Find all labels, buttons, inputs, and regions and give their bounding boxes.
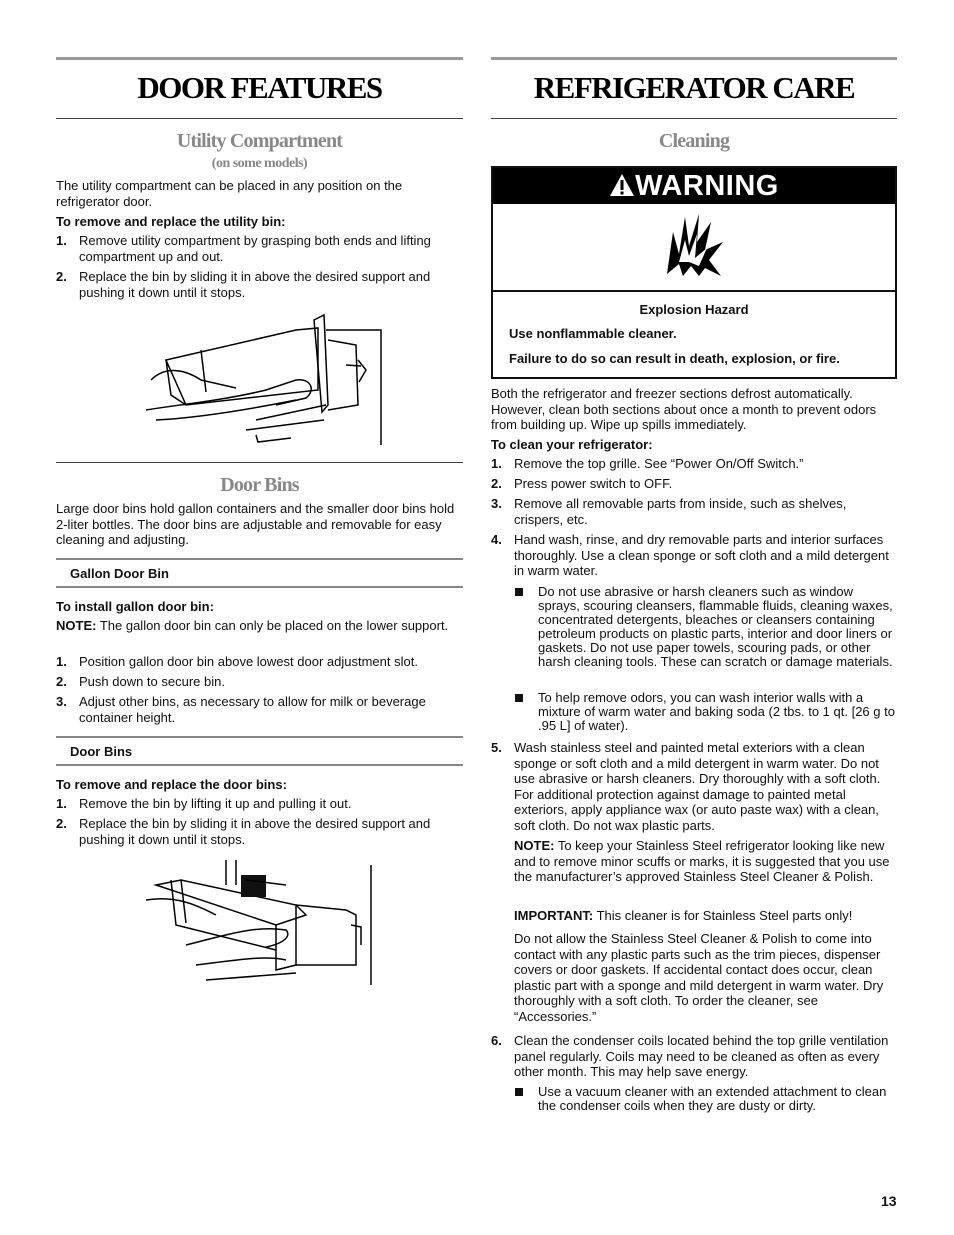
gallon-door-bin-box [56, 558, 463, 588]
utility-intro: The utility compartment can be placed in any position on the refrigerator door. [56, 178, 403, 209]
note-label: NOTE: [514, 838, 555, 853]
step-number: 2. [56, 816, 67, 831]
cleaning-instr-heading: To clean your refrigerator: [491, 437, 653, 452]
bullet-square [515, 694, 523, 702]
utility-compartment-note: (on some models) [211, 156, 308, 171]
box-rule-top [56, 558, 463, 560]
arrow-block [241, 875, 266, 897]
step-text: Remove utility compartment by grasping both ends and lifting compartment up and out. [79, 233, 431, 264]
door-bins-step [56, 816, 463, 847]
bullet-text: Do not use abrasive or harsh cleaners such as window sprays, scouring cleansers, flammable fluids, cleaning waxes, concentrated detergents, bleaches or cleansers containing petroleum products on plastic parts, interior and door liners or gaskets. Do not use paper towels, scouring pads, or other harsh cleaning tools. These can scratch or damage materials. [538, 584, 893, 669]
door-features-title: DOOR FEATURES [137, 70, 382, 105]
stainless-contact-paragraph: Do not allow the Stainless Steel Cleaner & Polish to come into contact with any plastic parts such as the trim pieces, dispenser covers or door gaskets. If accidental contact does occur, clean plastic part with a sponge and mild detergent in warm water. Dry thoroughly with a soft cloth. To order the cleaner, see “Accessories.” [514, 931, 884, 1024]
step-text: Replace the bin by sliding it in above the desired support and pushing it down until it stops. [79, 269, 431, 300]
cleaning-step [491, 1033, 897, 1080]
cleaning-step [491, 456, 897, 472]
step-text: Remove the top grille. See “Power On/Off Switch.” [514, 456, 804, 471]
warning-box [491, 166, 897, 379]
important-label: IMPORTANT: [514, 908, 594, 923]
step-text: Press power switch to OFF. [514, 476, 673, 491]
step-text: Replace the bin by sliding it in above the desired support and pushing it down until it stops. [79, 816, 431, 847]
bullet-square [515, 1088, 523, 1096]
door-bin-illustration [146, 855, 396, 990]
door-bins-instr-heading: To remove and replace the door bins: [56, 777, 287, 792]
top-rule [56, 57, 463, 60]
cleaning-step [491, 496, 897, 527]
step-text: Remove all removable parts from inside, such as shelves, crispers, etc. [514, 496, 847, 527]
box-rule-bottom [56, 586, 463, 588]
cleaning-bullet [515, 691, 897, 733]
step-number: 1. [56, 233, 67, 248]
gallon-step [56, 654, 463, 670]
bullet-square [515, 588, 523, 596]
utility-step [56, 269, 463, 300]
warning-text: WARNING [635, 170, 779, 202]
hazard-line-1: Use nonflammable cleaner. [509, 326, 677, 341]
step-text: Remove the bin by lifting it up and pulling it out. [79, 796, 352, 811]
bullet-text: Use a vacuum cleaner with an extended attachment to clean the condenser coils when they are dusty or dirty. [538, 1084, 887, 1113]
cleaning-intro: Both the refrigerator and freezer sections defrost automatically. However, clean both sections about once a month to prevent odors from building up. Wipe up spills immediately. [491, 386, 877, 432]
step-number: 1. [56, 796, 67, 811]
door-bins-box-title: Door Bins [70, 744, 133, 759]
stainless-note [491, 838, 897, 885]
hazard-title: Explosion Hazard [639, 302, 749, 317]
note-text: To keep your Stainless Steel refrigerator looking like new and to remove minor scuffs or marks, it is suggested that you use the manufacturer’s approved Stainless Steel Cleaner & Polish. [514, 838, 890, 884]
top-rule [491, 57, 897, 60]
gallon-step [56, 674, 463, 690]
door-bins-rule [56, 462, 463, 463]
step-number: 1. [56, 654, 67, 669]
cleaning-heading: Cleaning [658, 130, 730, 152]
gallon-note [56, 618, 463, 634]
door-bins-step [56, 796, 463, 812]
utility-step [56, 233, 463, 264]
step-number: 6. [491, 1033, 502, 1048]
step-text: Hand wash, rinse, and dry removable parts and interior surfaces thoroughly. Use a clean sponge or soft cloth and a mild detergent in warm water. [514, 532, 889, 578]
utility-bin-illustration [146, 310, 396, 445]
note-label: NOTE: [56, 618, 97, 633]
cleaning-step [491, 740, 897, 833]
door-bins-intro: Large door bins hold gallon containers and the smaller door bins hold 2-liter bottles. The door bins are adjustable and removable for easy cleaning and adjusting. [56, 501, 455, 547]
step-text: Wash stainless steel and painted metal exteriors with a clean sponge or soft cloth and a mild detergent in warm water. Do not use abrasive or harsh cleaners. Dry thoroughly with a soft cloth. For additional protection against damage to painted metal exteriors, apply appliance wax (or auto paste wax) with a clean, soft cloth. Do not wax plastic parts. [514, 740, 881, 833]
step-number: 5. [491, 740, 502, 755]
cleaning-step [491, 476, 897, 492]
hazard-line-2: Failure to do so can result in death, explosion, or fire. [509, 351, 840, 366]
step-text: Clean the condenser coils located behind the top grille ventilation panel regularly. Coils may need to be cleaned as often as every other month. This may help save energy. [514, 1033, 889, 1079]
important-text: This cleaner is for Stainless Steel parts only! [593, 908, 853, 923]
step-text: Push down to secure bin. [79, 674, 225, 689]
step-number: 2. [491, 476, 502, 491]
warning-triangle-icon [609, 173, 635, 197]
explosion-icon [665, 212, 725, 280]
gallon-step [56, 694, 463, 725]
step-text: Position gallon door bin above lowest door adjustment slot. [79, 654, 418, 669]
box-rule-top [56, 736, 463, 738]
door-bins-heading: Door Bins [220, 474, 299, 496]
gallon-instr-heading: To install gallon door bin: [56, 599, 214, 614]
cleaning-bullet [515, 1085, 897, 1113]
utility-compartment-heading: Utility Compartment [176, 130, 343, 152]
step-number: 3. [491, 496, 502, 511]
page-number: 13 [881, 1193, 897, 1209]
step-number: 2. [56, 674, 67, 689]
warning-symbol-area [493, 204, 895, 292]
important-note [491, 908, 897, 924]
note-text: The gallon door bin can only be placed on the lower support. [96, 618, 449, 633]
cleaning-bullet [515, 585, 897, 669]
door-bins-box [56, 736, 463, 766]
gallon-door-bin-title: Gallon Door Bin [70, 566, 169, 581]
title-rule [491, 118, 897, 119]
step-number: 1. [491, 456, 502, 471]
title-rule [56, 118, 463, 119]
warning-label [493, 170, 895, 203]
warning-bar [493, 168, 895, 204]
step-number: 3. [56, 694, 67, 709]
bullet-text: To help remove odors, you can wash interior walls with a mixture of warm water and baking soda (2 tbs. to 1 qt. [26 g to .95 L] of water). [538, 690, 895, 733]
box-rule-bottom [56, 764, 463, 766]
utility-instr-heading: To remove and replace the utility bin: [56, 214, 286, 229]
cleaning-step [491, 532, 897, 579]
step-number: 2. [56, 269, 67, 284]
step-number: 4. [491, 532, 502, 547]
refrigerator-care-title: REFRIGERATOR CARE [533, 70, 855, 105]
step-text: Adjust other bins, as necessary to allow for milk or beverage container height. [79, 694, 426, 725]
